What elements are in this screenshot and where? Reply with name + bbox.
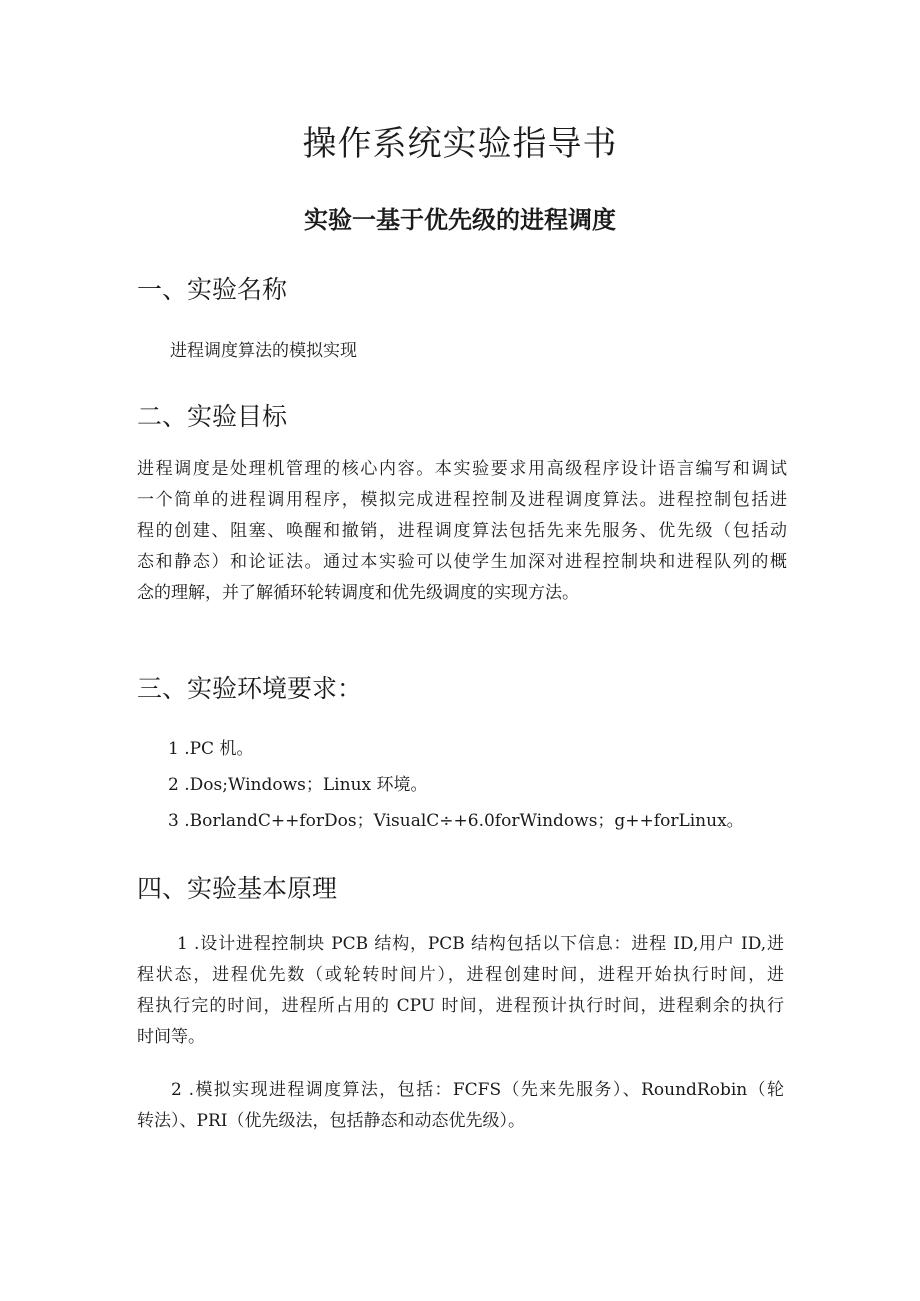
- section-heading-name: 一、实验名称: [137, 275, 288, 304]
- goal-line: 念的理解，并了解循环轮转调度和优先级调度的实现方法。: [137, 583, 579, 603]
- principle-line: 程执行完的时间，进程所占用的 CPU 时间，进程预计执行时间，进程剩余的执行: [137, 996, 784, 1016]
- principle-line: 转法）、PRI（优先级法，包括静态和动态优先级）。: [137, 1111, 525, 1131]
- experiment-subtitle: 实验一基于优先级的进程调度: [304, 205, 616, 234]
- principle-line: 1 .设计进程控制块 PCB 结构，PCB 结构包括以下信息：进程 ID,用户 ID,进: [177, 934, 784, 954]
- principle-line: 程状态，进程优先数（或轮转时间片），进程创建时间，进程开始执行时间，进: [137, 965, 784, 985]
- section-heading-goal: 二、实验目标: [137, 402, 288, 431]
- document-title: 操作系统实验指导书: [302, 124, 618, 164]
- env-list-item: 3 .BorlandC++forDos；VisualC÷+6.0forWindows；g++forLinux。: [168, 811, 744, 831]
- principle-paragraph-2: [137, 1075, 784, 1137]
- principle-paragraph-1: [137, 929, 784, 1053]
- env-list-item: 1 .PC 机。: [168, 739, 254, 759]
- section-heading-principle: 四、实验基本原理: [137, 874, 338, 903]
- goal-line: 态和静态）和论证法。通过本实验可以使学生加深对进程控制块和进程队列的概: [137, 552, 787, 572]
- env-list-item: 2 .Dos;Windows；Linux 环境。: [168, 775, 428, 795]
- goal-line: 一个简单的进程调用程序，模拟完成进程控制及进程调度算法。进程控制包括进: [137, 490, 787, 510]
- section-heading-env: 三、实验环境要求：: [137, 674, 363, 703]
- principle-line: 2 .模拟实现进程调度算法，包括：FCFS（先来先服务）、RoundRobin（轮: [171, 1080, 784, 1100]
- experiment-name-text: 进程调度算法的模拟实现: [170, 341, 357, 361]
- principle-line: 时间等。: [137, 1027, 205, 1047]
- goal-line: 程的创建、阻塞、唤醒和撤销，进程调度算法包括先来先服务、优先级（包括动: [137, 521, 787, 541]
- goal-line: 进程调度是处理机管理的核心内容。本实验要求用高级程序设计语言编写和调试: [137, 459, 787, 479]
- goal-paragraph: [137, 454, 787, 609]
